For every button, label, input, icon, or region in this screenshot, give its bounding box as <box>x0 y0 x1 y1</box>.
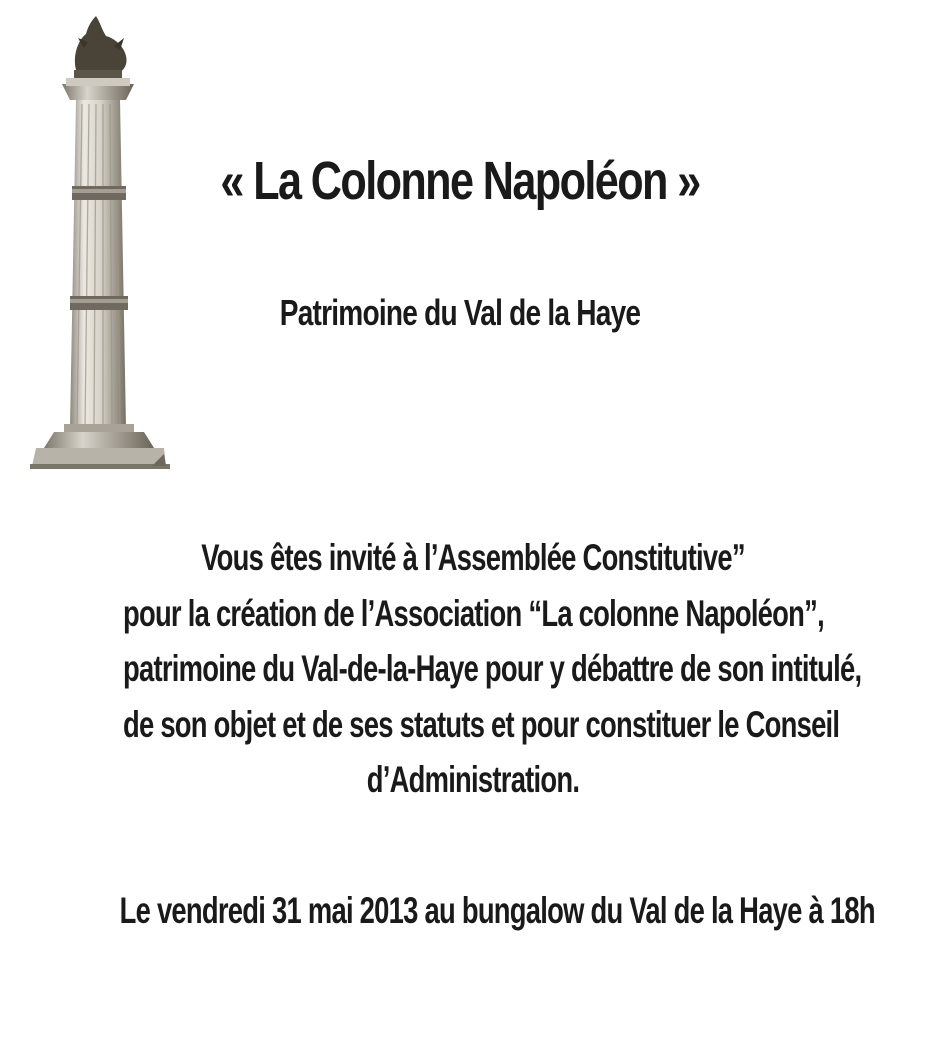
invitation-line: patrimoine du Val-de-la-Haye pour y débattre de son intitulé, <box>122 648 862 689</box>
capital-plinth <box>74 70 122 78</box>
column-base <box>30 424 170 469</box>
invitation-line: Vous êtes invité à l’Assemblée Constitutive” <box>201 537 745 578</box>
page-subtitle: Patrimoine du Val de la Haye <box>279 292 641 333</box>
statue-eagle <box>75 16 127 72</box>
event-date-line: Le vendredi 31 mai 2013 au bungalow du Val de la Haye à 18h <box>119 890 875 931</box>
page-title: « La Colonne Napoléon » <box>220 151 700 211</box>
invitation-line: de son objet et de ses statuts et pour constituer le Conseil <box>122 703 840 745</box>
invitation-line: pour la création de l’Association “La colonne Napoléon”, <box>122 592 824 634</box>
napoleon-column-illustration <box>14 8 204 470</box>
invitation-line: d’Administration. <box>366 759 580 800</box>
invitation-paragraph <box>0 530 946 808</box>
capital-block <box>62 84 134 100</box>
